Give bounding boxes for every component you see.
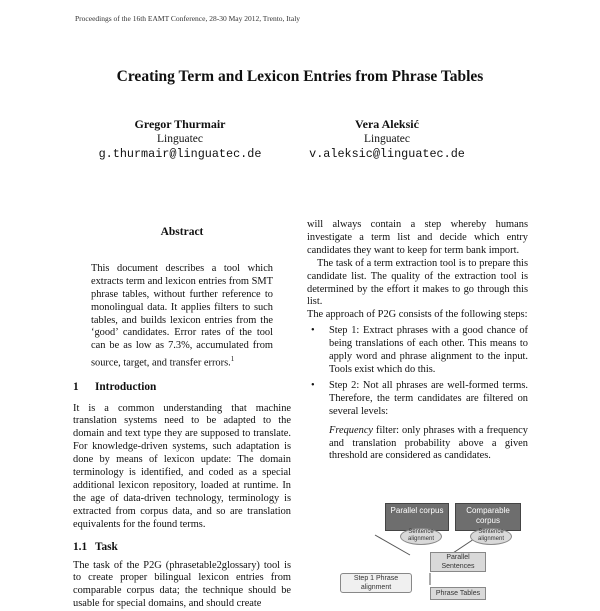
- abstract-text: This document describes a tool which extracts term and lexicon entries from SMT phrase tables, without further reference to monolingual data. It applies filters to such tables, and builds lexicon entries from the ‘good’ candidates. Error rates of the tool can be as low as 7.3%, accumulated from source, target, and transfer errors.$^1$: [91, 263, 273, 371]
- parallel-sentences-box: Parallel Sentences: [430, 552, 486, 572]
- intro-paragraph: It is a common understanding that machine translation systems need to be adapted to the domain and text type they are supposed to translate. For knowledge-driven systems, such adaptation is done by means of lexicon update: The domain terminology is identified, and coded as a special additional lexicon repository, loaded at runtime. In the age of data-driven technology, terminology is extracted from corpus data, and so are translation equivalents for the found terms.: [73, 403, 291, 532]
- paragraph: The approach of P2G consists of the following steps:: [307, 309, 528, 322]
- section-title: Task: [95, 541, 118, 553]
- author-name: Vera Aleksić: [287, 117, 487, 132]
- list-item: • Step 2: Not all phrases are well-formed terms. Therefore, the term candidates are filtered on several levels:: [307, 380, 528, 419]
- bullet-icon: •: [311, 325, 315, 338]
- frequency-filter-text: Frequency filter: only phrases with a frequency and translation probability above a given threshold are considered as candidates.: [307, 425, 528, 464]
- author-email[interactable]: g.thurmair@linguatec.de: [80, 147, 280, 162]
- author-2: [287, 117, 487, 162]
- comparable-corpus-box: Comparable corpus: [455, 503, 521, 531]
- phrase-tables-box: Phrase Tables: [430, 587, 486, 600]
- paragraph: The task of a term extraction tool is to prepare this candidate list. The quality of the extraction tool is determined by the effort it makes to go through this list.: [307, 258, 528, 310]
- left-column: [73, 226, 291, 611]
- author-email[interactable]: v.aleksic@linguatec.de: [287, 147, 487, 162]
- author-name: Gregor Thurmair: [80, 117, 280, 132]
- right-column: [307, 219, 528, 463]
- step1-box: Step 1 Phrase alignment: [340, 573, 412, 593]
- abstract-heading: Abstract: [73, 226, 291, 239]
- section-title: Introduction: [95, 381, 156, 393]
- list-item: • Step 1: Extract phrases with a good chance of being translations of each other. This means to apply word and phrase alignment to the input. Tools exist which do this.: [307, 325, 528, 377]
- section-heading-introduction: [73, 381, 291, 394]
- section-heading-task: [73, 541, 291, 554]
- paper-title: Creating Term and Lexicon Entries from Phrase Tables: [0, 68, 600, 86]
- author-affiliation: Linguatec: [287, 132, 487, 147]
- paragraph: will always contain a step whereby humans investigate a term list and decide which entry candidates they want to keep for term bank import.: [307, 219, 528, 258]
- bullet-icon: •: [311, 380, 315, 393]
- workflow-figure: [330, 495, 530, 600]
- section-number: 1: [73, 381, 95, 394]
- parallel-corpus-box: Parallel corpus: [385, 503, 449, 531]
- sentence-alignment-ellipse: Sentence alignment: [470, 528, 512, 545]
- proceedings-header: Proceedings of the 16th EAMT Conference, 28-30 May 2012, Trento, Italy: [75, 14, 300, 23]
- author-1: [80, 117, 280, 162]
- author-affiliation: Linguatec: [80, 132, 280, 147]
- sentence-alignment-ellipse: Sentence alignment: [400, 528, 442, 545]
- section-number: 1.1: [73, 541, 95, 554]
- task-paragraph: The task of the P2G (phrasetable2glossary) tool is to create proper bilingual lexicon entries from comparable corpus data; the technique should be usable for special domains, and should create: [73, 560, 291, 611]
- footnote-mark: 1: [231, 355, 235, 363]
